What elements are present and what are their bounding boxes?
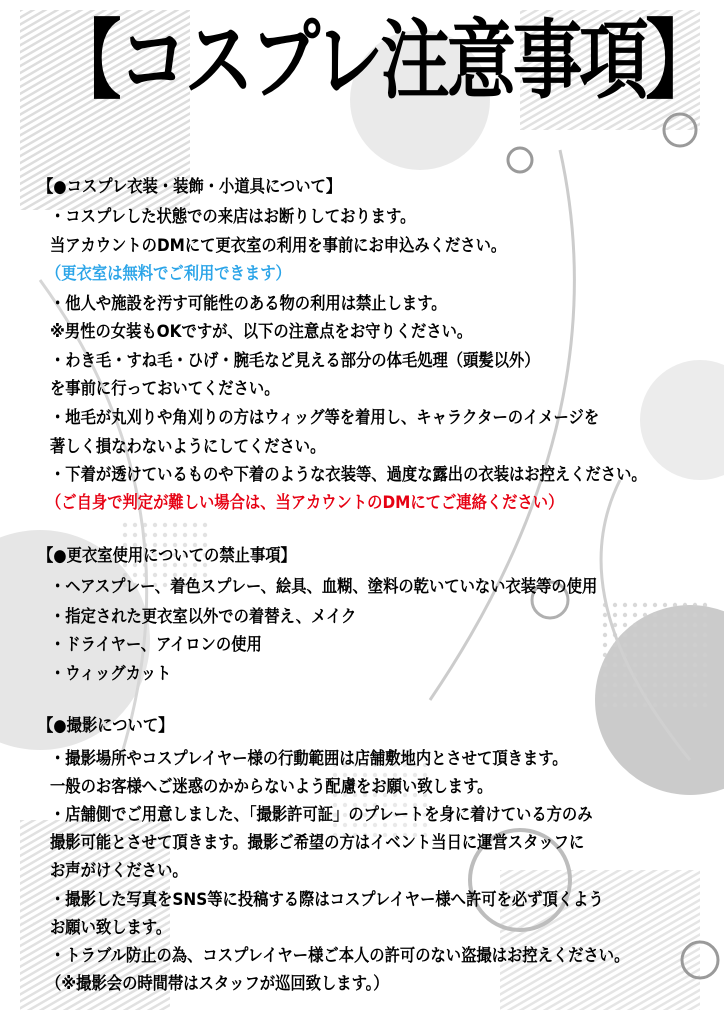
section-header-photography: 【●撮影について】 (38, 716, 174, 736)
notice-line: ・ドライヤー、アイロンの使用 (50, 635, 262, 655)
page-title: 【コスプレ注意事項】 (52, 11, 712, 111)
notice-line: ・わき毛・すね毛・ひげ・腕毛など見える部分の体毛処理（頭髪以外） (50, 351, 540, 371)
notice-line: ・撮影した写真をSNS等に投稿する際はコスプレイヤー様へ許可を必ず頂くよう (50, 890, 604, 910)
notice-line: を事前に行っておいてください。 (50, 379, 280, 399)
notice-line: ・撮影場所やコスプレイヤー様の行動範囲は店舗敷地内とさせて頂きます。 (50, 749, 568, 769)
notice-line: ・トラブル防止の為、コスプレイヤー様ご本人の許可のない盗撮はお控えください。 (50, 946, 630, 966)
notice-line: 撮影可能とさせて頂きます。撮影ご希望の方はイベント当日に運営スタッフに (50, 833, 585, 853)
notice-line: ・店舗側でご用意しました、「撮影許可証」のプレートを身に着けている方のみ (50, 805, 593, 825)
section-header-costume: 【●コスプレ衣装・装飾・小道具について】 (38, 177, 342, 197)
notice-line: 著しく損なわないようにしてください。 (50, 437, 326, 457)
notice-line: ・地毛が丸刈りや角刈りの方はウィッグ等を着用し、キャラクターのイメージを (50, 408, 600, 428)
notice-line: お願い致します。 (50, 918, 172, 938)
notice-line: お声がけください。 (50, 861, 188, 881)
notice-line: ・他人や施設を汚す可能性のある物の利用は禁止します。 (50, 294, 447, 314)
notice-line: 一般のお客様へご迷惑のかからないよう配慮をお願い致します。 (50, 777, 493, 797)
section-header-dressing-room: 【●更衣室使用についての禁止事項】 (38, 546, 296, 566)
notice-line: ・指定された更衣室以外での着替え、メイク (50, 607, 357, 627)
notice-line: ・コスプレした状態での来店はお断りしております。 (50, 207, 416, 227)
notice-line: 当アカウントのDMにて更衣室の利用を事前にお申込みください。 (50, 236, 507, 256)
notice-line-highlight-red: （ご自身で判定が難しい場合は、当アカウントのDMにてご連絡ください） (46, 493, 564, 513)
notice-line-highlight-blue: （更衣室は無料でご利用できます） (46, 264, 291, 284)
notice-line: ・ウィッグカット (50, 664, 172, 684)
notice-line: （※撮影会の時間帯はスタッフが巡回致します。） (46, 974, 389, 994)
notice-line: ※男性の女装もOKですが、以下の注意点をお守りください。 (50, 322, 473, 342)
notice-line: ・下着が透けているものや下着のような衣装等、過度な露出の衣装はお控えください。 (50, 465, 647, 485)
notice-line: ・ヘアスプレー、着色スプレー、絵具、血糊、塗料の乾いていない衣装等の使用 (50, 577, 598, 597)
